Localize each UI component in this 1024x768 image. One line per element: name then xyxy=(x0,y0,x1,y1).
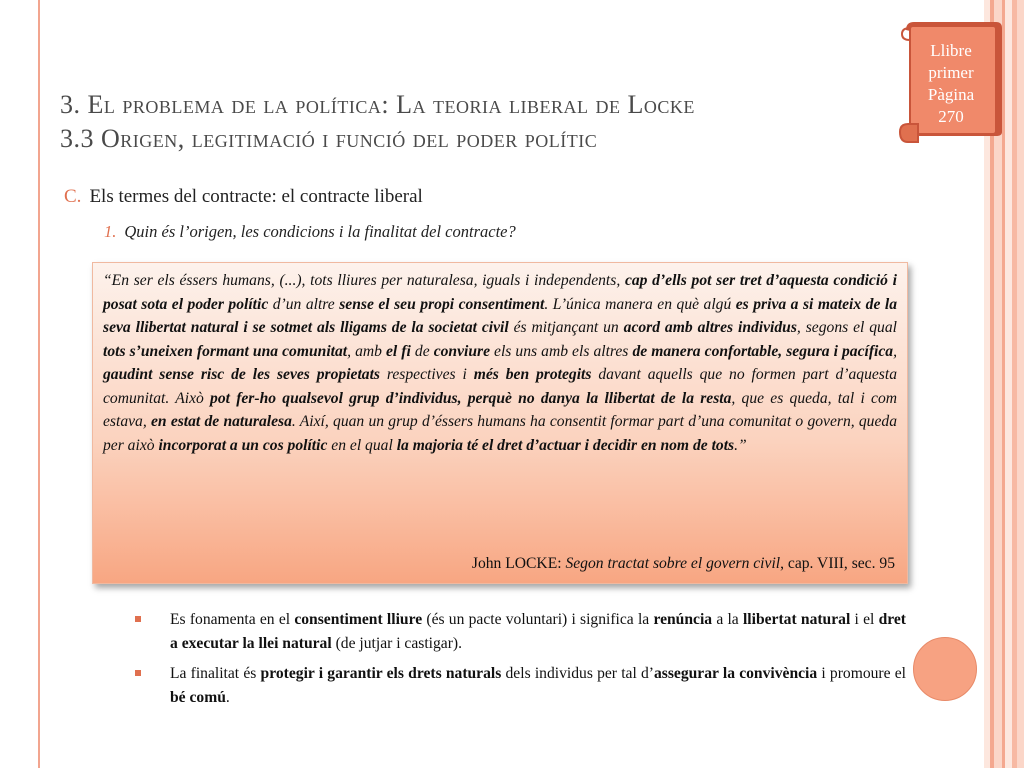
scroll-badge xyxy=(910,40,992,128)
bold-segment: bé comú xyxy=(170,688,226,706)
text-segment: , segons el qual xyxy=(796,319,897,336)
text-segment: de xyxy=(410,342,434,360)
attribution-author: John LOCKE: xyxy=(471,555,566,572)
bold-segment: sense el seu propi consentiment xyxy=(339,295,545,313)
text-segment: “En ser els éssers humans, (...), tots lliures per naturalesa, iguals i independents, xyxy=(103,272,625,289)
text-segment: a la xyxy=(712,611,743,628)
text-segment: (de jutjar i castigar). xyxy=(331,634,463,652)
bullet-list xyxy=(130,608,906,716)
bold-segment: incorporat a un cos polític xyxy=(158,436,328,454)
section-c-text: Els termes del contracte: el contracte liberal xyxy=(89,186,423,207)
text-segment: en el qual xyxy=(327,436,397,454)
badge-line: 270 xyxy=(938,107,964,126)
bullet-text xyxy=(170,665,906,706)
bullet-item xyxy=(130,608,906,655)
section-c-marker: C. xyxy=(64,186,82,207)
bullet-square-icon xyxy=(135,670,141,676)
attribution-work: Segon tractat sobre el govern civil xyxy=(565,555,781,572)
section-c-heading xyxy=(64,186,423,208)
text-segment: .” xyxy=(734,436,747,454)
bold-segment: més ben protegits xyxy=(473,366,592,383)
text-segment: dels individus per tal d’ xyxy=(501,665,654,682)
bold-segment: tots s’uneixen formant una comunitat xyxy=(103,342,348,360)
text-segment: . xyxy=(225,688,230,706)
bold-segment: el fi xyxy=(386,342,411,360)
quote-text xyxy=(103,269,897,457)
text-segment: i el xyxy=(850,611,879,628)
text-segment: La finalitat és xyxy=(170,665,261,682)
bold-segment: llibertat natural xyxy=(742,611,851,628)
text-segment: d’un altre xyxy=(268,295,340,313)
text-segment: . L’única manera en què algú xyxy=(544,295,736,313)
decorative-circle xyxy=(913,637,977,701)
text-segment: , xyxy=(893,342,897,360)
bold-segment: renúncia xyxy=(653,611,713,628)
bold-segment: en estat de naturalesa xyxy=(150,413,292,430)
badge-line: Llibre xyxy=(930,41,972,60)
section-1-heading xyxy=(104,222,516,242)
bold-segment: de manera confortable, segura i pacífica xyxy=(632,342,894,360)
bold-segment: assegurar la convivència xyxy=(653,665,818,682)
left-margin-line xyxy=(38,0,40,768)
bold-segment: gaudint sense risc de les seves propietats xyxy=(103,366,380,383)
text-segment: davant aquells que no formen part d’aquesta comunitat. Això xyxy=(103,366,897,407)
badge-line: primer xyxy=(928,63,974,82)
bold-segment: pot fer-ho qualsevol grup d’individus, perquè no danya la llibertat de la resta xyxy=(210,389,732,407)
title-line-1: 3. El problema de la política: La teoria liberal de Locke xyxy=(60,90,695,119)
text-segment: Es fonamenta en el xyxy=(170,611,295,628)
bullet-item xyxy=(130,662,906,709)
text-segment: . Així, quan un grup d’éssers humans ha consentit formar part d’una comunitat o govern, queda per això xyxy=(103,413,897,454)
bold-segment: conviure xyxy=(433,342,490,360)
section-1-text: Quin és l’origen, les condicions i la finalitat del contracte? xyxy=(124,222,516,241)
bold-segment: cap d’ells pot ser tret d’aquesta condició i posat sota el poder polític xyxy=(103,272,897,313)
text-segment: és mitjançant un xyxy=(508,319,624,336)
quote-box xyxy=(92,262,908,584)
bold-segment: acord amb altres individus xyxy=(623,319,797,336)
section-1-marker: 1. xyxy=(104,222,117,241)
bold-segment: consentiment lliure xyxy=(294,611,423,628)
text-segment: (és un pacte voluntari) i significa la xyxy=(422,611,654,628)
quote-attribution xyxy=(472,555,895,573)
text-segment: , amb xyxy=(347,342,386,360)
bullet-square-icon xyxy=(135,616,141,622)
slide-title xyxy=(60,88,900,156)
badge-line: Pàgina xyxy=(927,85,975,104)
text-segment: i promoure el xyxy=(817,665,906,682)
text-segment: respectives i xyxy=(380,366,474,383)
title-line-2: 3.3 Origen, legitimació i funció del poder polític xyxy=(60,124,598,153)
bold-segment: la majoria té el dret d’actuar i decidir en nom de tots xyxy=(396,436,735,454)
attribution-ref: , cap. VIII, sec. 95 xyxy=(780,555,895,572)
bold-segment: es priva a si mateix de la seva llibertat natural i se sotmet als lligams de la societat civil xyxy=(103,295,898,336)
text-segment: , que es queda, tal i com estava, xyxy=(103,389,897,430)
bold-segment: dret a executar la llei natural xyxy=(170,611,907,652)
bold-segment: protegir i garantir els drets naturals xyxy=(260,665,502,682)
bullet-text xyxy=(170,611,906,652)
text-segment: els uns amb els altres xyxy=(490,342,633,360)
